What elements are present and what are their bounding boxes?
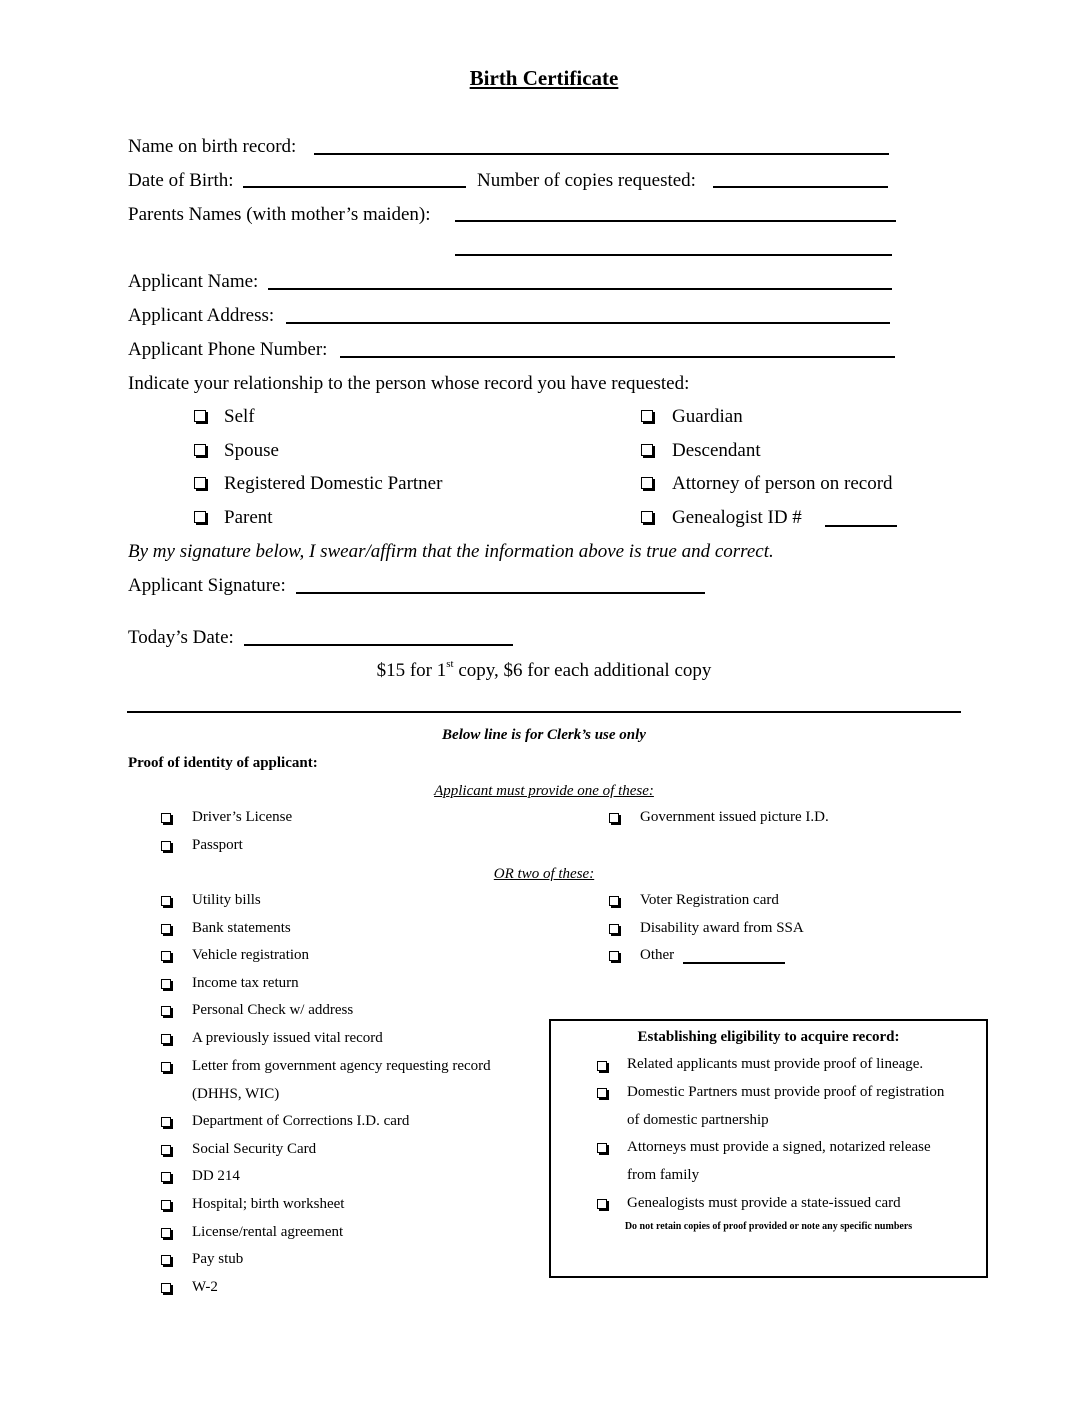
checkbox-government-id[interactable] — [609, 813, 619, 823]
checkbox-self[interactable] — [194, 410, 206, 422]
relationship-prompt: Indicate your relationship to the person whose record you have requested: — [128, 373, 690, 394]
date-of-birth-label: Date of Birth: — [128, 170, 234, 191]
signature-label: Applicant Signature: — [128, 575, 286, 596]
eligibility-item-continued: from family — [627, 1167, 700, 1183]
checkbox-agency-letter[interactable] — [161, 1062, 171, 1072]
applicant-name-label: Applicant Name: — [128, 271, 259, 292]
checkbox-disability-award[interactable] — [609, 924, 619, 934]
option-label: Attorney of person on record — [672, 473, 893, 494]
signature-line[interactable] — [296, 592, 705, 594]
proof-label: Voter Registration card — [640, 892, 779, 908]
proof-label: A previously issued vital record — [192, 1030, 383, 1046]
proof-label: Driver’s License — [192, 809, 293, 825]
checkbox-parent[interactable] — [194, 511, 206, 523]
proof-label-continued: (DHHS, WIC) — [192, 1086, 280, 1102]
proof-label: Utility bills — [192, 892, 261, 908]
genealogist-id-line[interactable] — [825, 525, 897, 527]
checkbox-utility-bills[interactable] — [161, 896, 171, 906]
proof-label: DD 214 — [192, 1168, 240, 1184]
checkbox-attorney[interactable] — [641, 477, 653, 489]
applicant-phone-line[interactable] — [340, 356, 895, 358]
proof-label: Social Security Card — [192, 1141, 317, 1157]
applicant-address-line[interactable] — [286, 322, 890, 324]
one-of-heading: Applicant must provide one of these: — [434, 783, 654, 799]
two-of-heading: OR two of these: — [493, 866, 595, 882]
parents-label: Parents Names (with mother’s maiden): — [128, 204, 431, 225]
affirmation-text: By my signature below, I swear/affirm that the information above is true and correct. — [128, 541, 774, 562]
proof-label: Government issued picture I.D. — [640, 809, 829, 825]
checkbox-notarized-release[interactable] — [597, 1143, 607, 1153]
option-label: Genealogist ID # — [672, 507, 802, 528]
checkbox-vehicle-registration[interactable] — [161, 951, 171, 961]
proof-label: Bank statements — [192, 920, 291, 936]
checkbox-personal-check[interactable] — [161, 1006, 171, 1016]
proof-label: Pay stub — [192, 1251, 244, 1267]
checkbox-voter-registration[interactable] — [609, 896, 619, 906]
option-label: Descendant — [672, 440, 761, 461]
date-of-birth-line[interactable] — [243, 186, 466, 188]
eligibility-heading: Establishing eligibility to acquire record: — [637, 1029, 900, 1045]
parents-line-1[interactable] — [455, 220, 896, 222]
proof-label: Passport — [192, 837, 243, 853]
proof-label: Income tax return — [192, 975, 299, 991]
proof-label: Letter from government agency requesting record — [192, 1058, 491, 1074]
checkbox-w2[interactable] — [161, 1283, 171, 1293]
page-title: Birth Certificate — [469, 66, 619, 90]
checkbox-spouse[interactable] — [194, 444, 206, 456]
applicant-phone-label: Applicant Phone Number: — [128, 339, 328, 360]
name-on-record-label: Name on birth record: — [128, 136, 297, 157]
eligibility-item: Related applicants must provide proof of lineage. — [627, 1056, 924, 1072]
applicant-address-label: Applicant Address: — [128, 305, 275, 326]
proof-label: Other — [640, 947, 675, 963]
eligibility-item-continued: of domestic partnership — [627, 1112, 769, 1128]
checkbox-state-card[interactable] — [597, 1199, 607, 1209]
fee-text: $15 for 1st copy, $6 for each additional copy — [376, 658, 712, 681]
proof-label: W-2 — [192, 1279, 218, 1295]
proof-label: Disability award from SSA — [640, 920, 804, 936]
checkbox-dd214[interactable] — [161, 1172, 171, 1182]
checkbox-income-tax[interactable] — [161, 979, 171, 989]
checkbox-descendant[interactable] — [641, 444, 653, 456]
checkbox-lineage[interactable] — [597, 1061, 607, 1071]
option-label: Parent — [224, 507, 273, 528]
checkbox-corrections-id[interactable] — [161, 1117, 171, 1127]
proof-label: Vehicle registration — [192, 947, 310, 963]
proof-label: Department of Corrections I.D. card — [192, 1113, 410, 1129]
copies-label: Number of copies requested: — [477, 170, 696, 191]
eligibility-item: Genealogists must provide a state-issued card — [627, 1195, 901, 1211]
option-label: Self — [224, 406, 255, 427]
name-on-record-line[interactable] — [314, 153, 889, 155]
todays-date-label: Today’s Date: — [128, 627, 234, 648]
checkbox-genealogist[interactable] — [641, 511, 653, 523]
checkbox-domestic-partner[interactable] — [194, 477, 206, 489]
other-line[interactable] — [683, 962, 785, 964]
checkbox-pay-stub[interactable] — [161, 1255, 171, 1265]
checkbox-domestic-registration[interactable] — [597, 1088, 607, 1098]
copies-line[interactable] — [713, 186, 888, 188]
checkbox-drivers-license[interactable] — [161, 813, 171, 823]
proof-label: Personal Check w/ address — [192, 1002, 354, 1018]
checkbox-hospital-worksheet[interactable] — [161, 1200, 171, 1210]
checkbox-guardian[interactable] — [641, 410, 653, 422]
proof-label: Hospital; birth worksheet — [192, 1196, 345, 1212]
option-label: Spouse — [224, 440, 279, 461]
applicant-name-line[interactable] — [268, 288, 892, 290]
checkbox-bank-statements[interactable] — [161, 924, 171, 934]
checkbox-social-security[interactable] — [161, 1145, 171, 1155]
clerk-divider — [127, 711, 961, 713]
parents-line-2[interactable] — [455, 254, 892, 256]
eligibility-item: Domestic Partners must provide proof of registration — [627, 1084, 945, 1100]
proof-heading: Proof of identity of applicant: — [128, 755, 318, 771]
checkbox-license-rental[interactable] — [161, 1228, 171, 1238]
option-label: Registered Domestic Partner — [224, 473, 443, 494]
eligibility-note: Do not retain copies of proof provided or note any specific numbers — [624, 1221, 913, 1232]
checkbox-passport[interactable] — [161, 841, 171, 851]
proof-label: License/rental agreement — [192, 1224, 344, 1240]
option-label: Guardian — [672, 406, 743, 427]
clerk-heading: Below line is for Clerk’s use only — [442, 727, 646, 743]
eligibility-item: Attorneys must provide a signed, notarized release — [627, 1139, 931, 1155]
checkbox-vital-record[interactable] — [161, 1034, 171, 1044]
todays-date-line[interactable] — [244, 644, 513, 646]
checkbox-other[interactable] — [609, 951, 619, 961]
